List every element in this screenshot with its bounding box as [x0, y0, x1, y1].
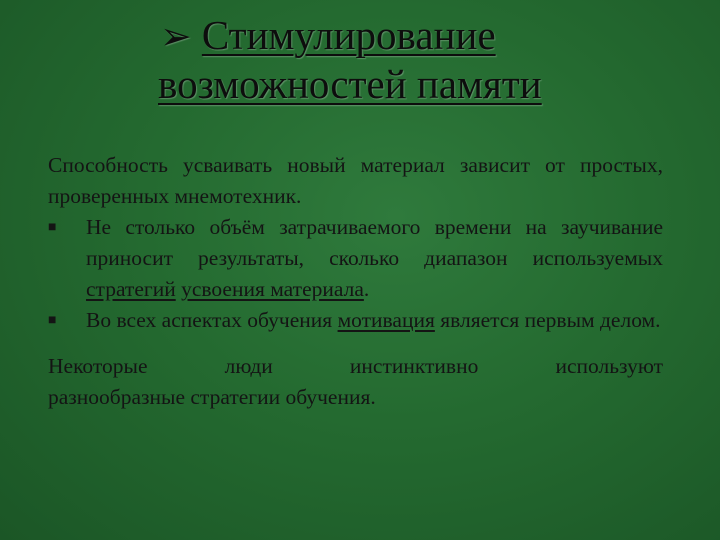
spacer [48, 336, 663, 351]
paragraph-closing-line-2: разнообразные стратегии обучения. [48, 385, 376, 409]
underlined-assimilation: усвоения материала [181, 277, 364, 301]
bullet-1-end: . [363, 277, 370, 301]
title-line-1 [150, 12, 710, 61]
paragraph-closing-line-1: Некоторые люди инстинктивно используют [48, 354, 663, 378]
bullet-item-1 [48, 212, 663, 305]
slide-body [48, 150, 663, 413]
bullet-item-2 [48, 305, 663, 336]
underlined-strategies: стратегий [86, 277, 176, 301]
bullet-2-text-end: является первым делом. [434, 308, 661, 332]
square-bullet-icon: ■ [48, 313, 57, 328]
square-bullet-icon: ■ [48, 220, 57, 235]
title-text-1: Стимулирование [201, 12, 496, 58]
slide-title [150, 12, 710, 108]
underlined-motivation: мотивация [337, 308, 435, 332]
bullet-2-text: Во всех аспектах обучения [86, 308, 338, 332]
bullet-1-text: Не столько объём затрачиваемого времени на заучивание приносит результаты, сколько диапазон используемых [86, 215, 663, 270]
arrow-bullet-icon: ➢ [160, 16, 192, 58]
paragraph-intro: Способность усваивать новый материал зависит от простых, проверенных мнемотехник. [48, 153, 663, 208]
title-line-2: возможностей памяти [158, 61, 542, 107]
